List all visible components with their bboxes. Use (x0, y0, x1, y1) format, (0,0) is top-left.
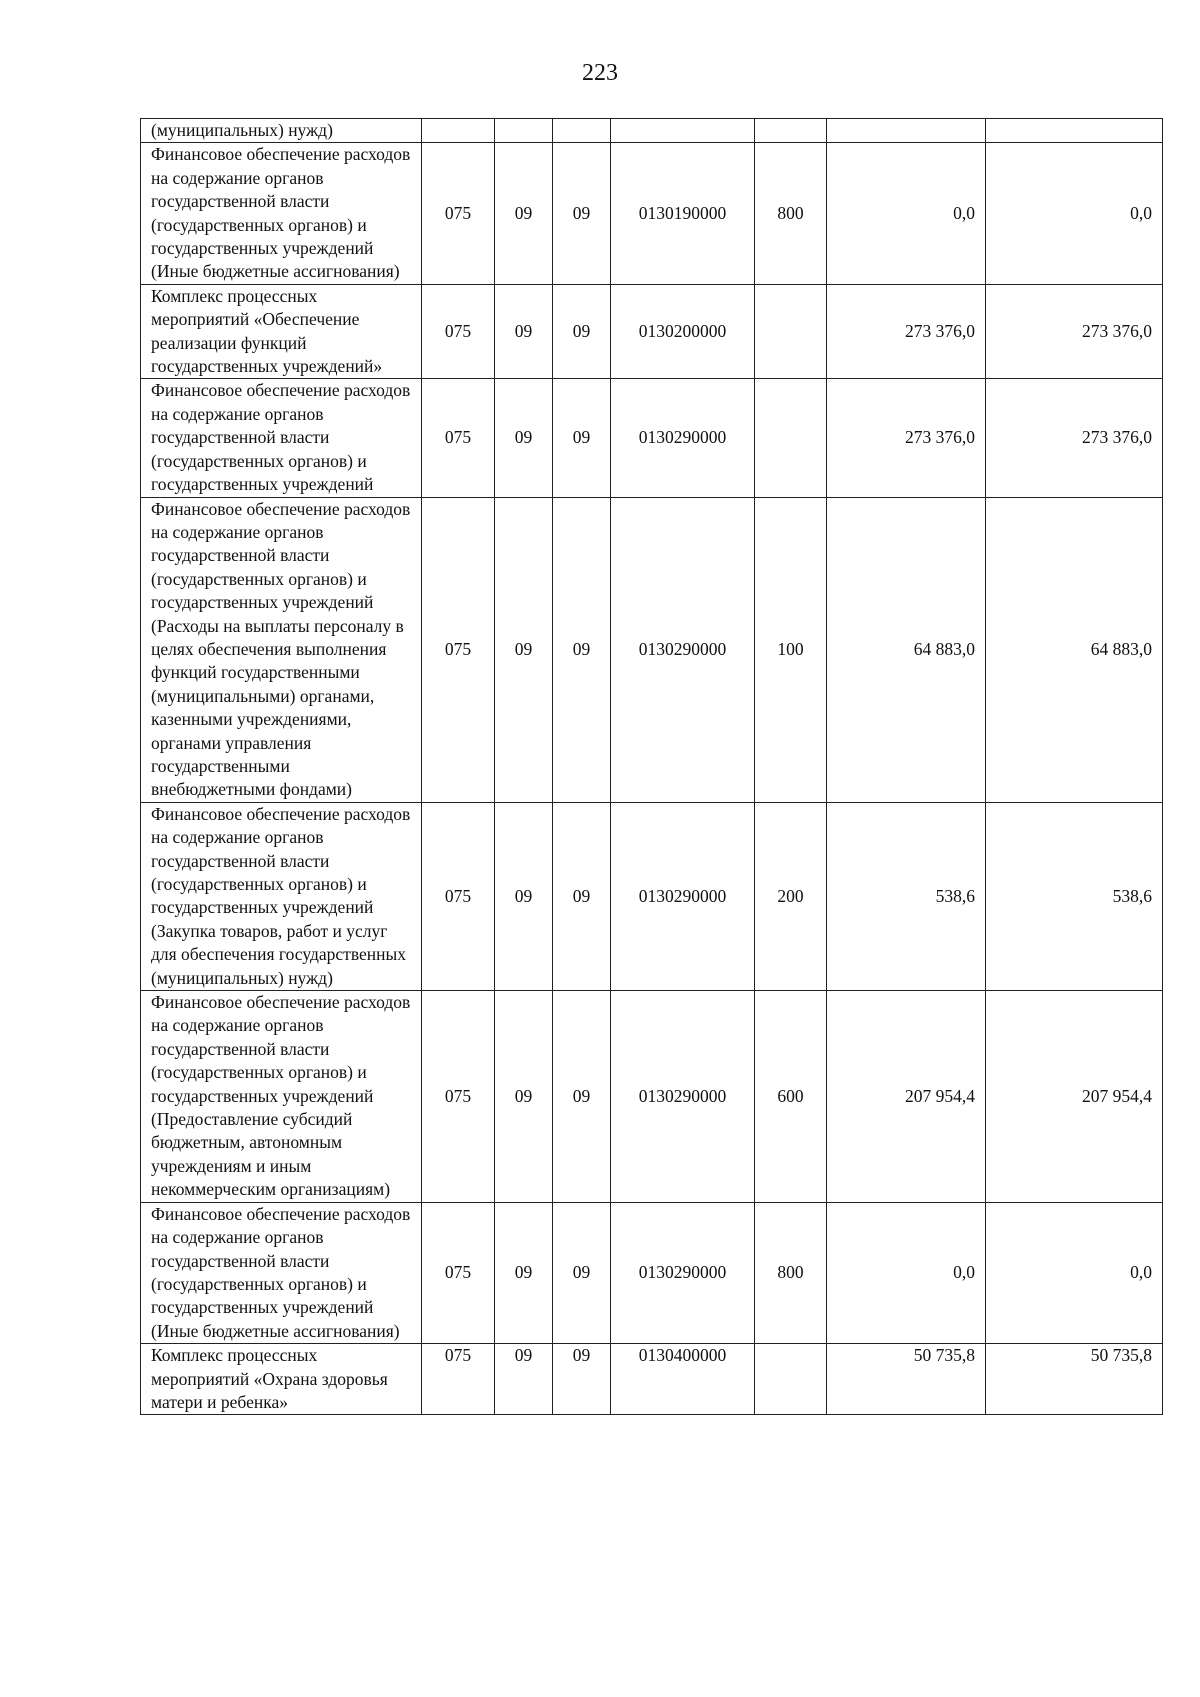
amount-2: 273 376,0 (986, 284, 1163, 379)
ministry-code: 075 (422, 497, 495, 802)
table-row (141, 119, 1163, 143)
expense-type-code: 100 (755, 497, 827, 802)
section-code (495, 119, 553, 143)
subsection-code: 09 (553, 497, 611, 802)
table-row (141, 379, 1163, 497)
amount-1 (827, 119, 986, 143)
expense-type-code (755, 119, 827, 143)
amount-2: 64 883,0 (986, 497, 1163, 802)
target-article-code: 0130200000 (611, 284, 755, 379)
target-article-code: 0130400000 (611, 1344, 755, 1415)
row-name: (муниципальных) нужд) (141, 119, 422, 143)
amount-2: 538,6 (986, 802, 1163, 990)
expense-type-code (755, 1344, 827, 1415)
subsection-code (553, 119, 611, 143)
budget-table-body (141, 119, 1163, 1415)
ministry-code: 075 (422, 379, 495, 497)
section-code: 09 (495, 379, 553, 497)
section-code: 09 (495, 284, 553, 379)
table-row (141, 1344, 1163, 1415)
expense-type-code: 800 (755, 143, 827, 284)
section-code: 09 (495, 802, 553, 990)
amount-2: 207 954,4 (986, 991, 1163, 1203)
table-row (141, 1202, 1163, 1343)
row-name: Комплекс процессных мероприятий «Охрана здоровья матери и ребенка» (141, 1344, 422, 1415)
table-row (141, 497, 1163, 802)
ministry-code: 075 (422, 802, 495, 990)
target-article-code: 0130290000 (611, 497, 755, 802)
amount-1: 50 735,8 (827, 1344, 986, 1415)
subsection-code: 09 (553, 802, 611, 990)
ministry-code (422, 119, 495, 143)
row-name: Финансовое обеспечение расходов на содержание органов государственной власти (государственных органов) и государственных учреждений (Предоставление субсидий бюджетным, автономным учреждениям и иным некоммерческим организациям) (141, 991, 422, 1203)
ministry-code: 075 (422, 284, 495, 379)
subsection-code: 09 (553, 379, 611, 497)
amount-1: 273 376,0 (827, 379, 986, 497)
table-row (141, 143, 1163, 284)
section-code: 09 (495, 1344, 553, 1415)
target-article-code (611, 119, 755, 143)
ministry-code: 075 (422, 143, 495, 284)
target-article-code: 0130290000 (611, 802, 755, 990)
target-article-code: 0130290000 (611, 1202, 755, 1343)
amount-1: 64 883,0 (827, 497, 986, 802)
table-row (141, 991, 1163, 1203)
section-code: 09 (495, 143, 553, 284)
target-article-code: 0130290000 (611, 379, 755, 497)
subsection-code: 09 (553, 1202, 611, 1343)
ministry-code: 075 (422, 991, 495, 1203)
target-article-code: 0130290000 (611, 991, 755, 1203)
target-article-code: 0130190000 (611, 143, 755, 284)
table-row (141, 802, 1163, 990)
amount-1: 0,0 (827, 1202, 986, 1343)
section-code: 09 (495, 991, 553, 1203)
amount-2: 0,0 (986, 1202, 1163, 1343)
row-name: Финансовое обеспечение расходов на содержание органов государственной власти (государственных органов) и государственных учреждений (Расходы на выплаты персоналу в целях обеспечения выполнения функций государственными (муниципальными) органами, казенными учреждениями, органами управления государственными внебюджетными фондами) (141, 497, 422, 802)
expense-type-code (755, 379, 827, 497)
subsection-code: 09 (553, 1344, 611, 1415)
row-name: Финансовое обеспечение расходов на содержание органов государственной власти (государственных органов) и государственных учреждений (Иные бюджетные ассигнования) (141, 143, 422, 284)
row-name: Комплекс процессных мероприятий «Обеспечение реализации функций государственных учреждений» (141, 284, 422, 379)
expense-type-code (755, 284, 827, 379)
row-name: Финансовое обеспечение расходов на содержание органов государственной власти (государственных органов) и государственных учреждений (141, 379, 422, 497)
row-name: Финансовое обеспечение расходов на содержание органов государственной власти (государственных органов) и государственных учреждений (Иные бюджетные ассигнования) (141, 1202, 422, 1343)
ministry-code: 075 (422, 1344, 495, 1415)
subsection-code: 09 (553, 143, 611, 284)
expense-type-code: 200 (755, 802, 827, 990)
budget-table (140, 118, 1163, 1415)
amount-1: 538,6 (827, 802, 986, 990)
amount-2: 273 376,0 (986, 379, 1163, 497)
section-code: 09 (495, 497, 553, 802)
amount-1: 273 376,0 (827, 284, 986, 379)
amount-2: 0,0 (986, 143, 1163, 284)
expense-type-code: 600 (755, 991, 827, 1203)
amount-2: 50 735,8 (986, 1344, 1163, 1415)
page-number: 223 (582, 60, 618, 86)
expense-type-code: 800 (755, 1202, 827, 1343)
ministry-code: 075 (422, 1202, 495, 1343)
amount-1: 0,0 (827, 143, 986, 284)
subsection-code: 09 (553, 991, 611, 1203)
section-code: 09 (495, 1202, 553, 1343)
amount-1: 207 954,4 (827, 991, 986, 1203)
amount-2 (986, 119, 1163, 143)
subsection-code: 09 (553, 284, 611, 379)
row-name: Финансовое обеспечение расходов на содержание органов государственной власти (государственных органов) и государственных учреждений (Закупка товаров, работ и услуг для обеспечения государственных (муниципальных) нужд) (141, 802, 422, 990)
table-row (141, 284, 1163, 379)
